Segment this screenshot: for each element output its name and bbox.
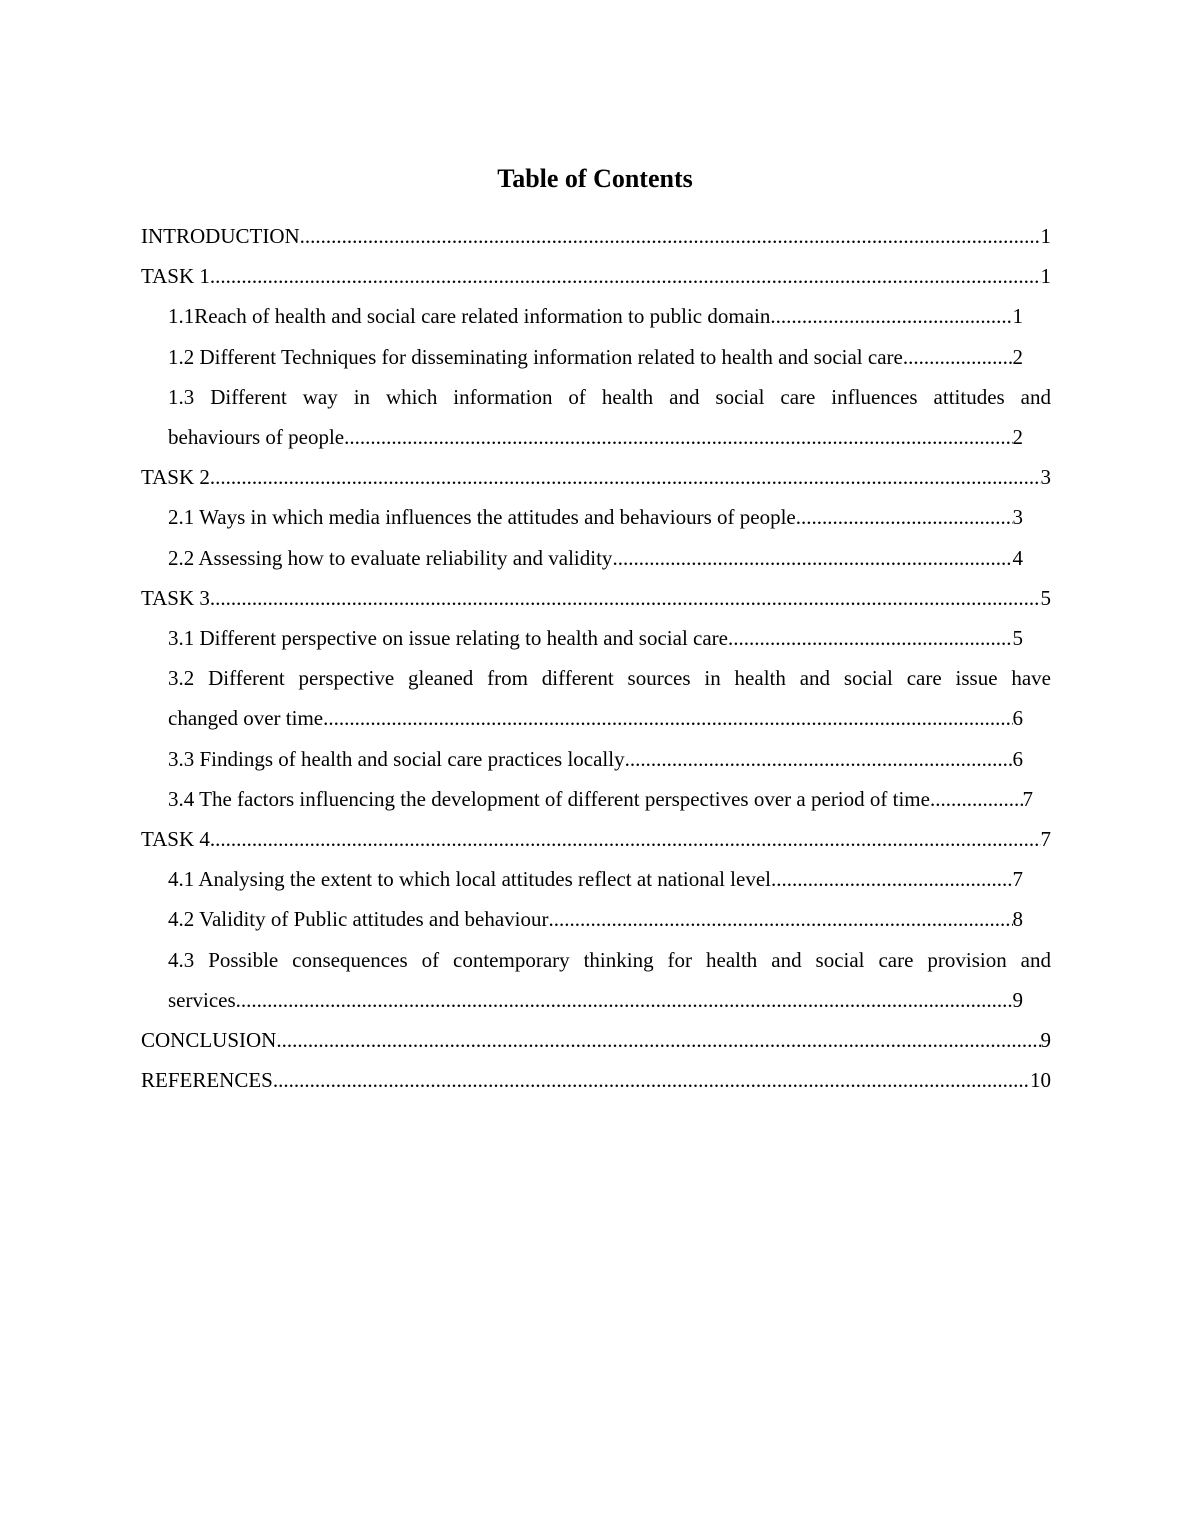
toc-entry-3-2[interactable] xyxy=(141,658,1051,738)
entry-text: 1.2 Different Techniques for disseminating information related to health and social care xyxy=(168,344,903,369)
page-number: 7 xyxy=(1022,786,1033,811)
entry-row xyxy=(141,457,1051,497)
dot-leader xyxy=(323,698,1012,738)
toc-list xyxy=(141,216,1051,1100)
toc-entry-3-4[interactable] xyxy=(141,779,1051,819)
dot-leader xyxy=(733,618,1012,658)
entry-row xyxy=(168,779,1033,819)
entry-row xyxy=(141,1060,1051,1100)
entry-text: INTRODUCTION xyxy=(141,224,300,248)
page-number: 3 xyxy=(1040,465,1051,490)
toc-entry-references[interactable] xyxy=(141,1060,1051,1100)
dot-leader xyxy=(548,899,1012,939)
toc-entry-introduction[interactable] xyxy=(141,216,1051,256)
entry-text: 4.1 Analysing the extent to which local attitudes reflect at national level xyxy=(168,867,771,892)
entry-row xyxy=(141,578,1051,618)
page-number: 2 xyxy=(1012,425,1023,450)
toc-entry-task-4[interactable] xyxy=(141,819,1051,859)
dot-leader xyxy=(796,497,1013,537)
entry-row xyxy=(141,216,1051,256)
page-number: 9 xyxy=(1012,987,1023,1012)
page-number: 5 xyxy=(1012,626,1023,651)
entry-text: 3.3 Findings of health and social care practices locally xyxy=(168,746,625,771)
entry-row xyxy=(168,980,1051,1020)
toc-entry-3-1[interactable] xyxy=(141,618,1051,658)
dot-leader xyxy=(300,216,1041,256)
entry-first-line: 3.2 Different perspective gleaned from different sources in health and social care issue have xyxy=(168,666,1051,691)
toc-entry-3-3[interactable] xyxy=(141,739,1051,779)
dot-leader xyxy=(344,417,1012,457)
page-number: 10 xyxy=(1030,1068,1051,1093)
dot-leader xyxy=(771,859,1013,899)
entry-row xyxy=(168,739,1023,779)
page-number: 9 xyxy=(1040,1028,1051,1053)
toc-entry-task-1[interactable] xyxy=(141,256,1051,296)
dot-leader xyxy=(273,1060,1030,1100)
page-number: 1 xyxy=(1040,264,1051,289)
toc-entry-4-2[interactable] xyxy=(141,899,1051,939)
entry-text: TASK 4 xyxy=(141,827,210,852)
page-number: 7 xyxy=(1040,827,1051,852)
entry-text: 3.4 The factors influencing the development of different perspectives over a period of time xyxy=(168,786,930,811)
entry-text: 2.1 Ways in which media influences the attitudes and behaviours of people xyxy=(168,505,796,530)
page-number: 1 xyxy=(1012,304,1023,329)
toc-entry-2-2[interactable] xyxy=(141,538,1051,578)
entry-row xyxy=(168,497,1023,537)
entry-text: CONCLUSION xyxy=(141,1028,277,1053)
page-number: 8 xyxy=(1012,907,1023,932)
toc-title: Table of Contents xyxy=(497,164,693,193)
entry-text: 4.2 Validity of Public attitudes and behaviour xyxy=(168,907,549,932)
dot-leader xyxy=(210,819,1041,859)
toc-entry-4-1[interactable] xyxy=(141,859,1051,899)
entry-text: TASK 3 xyxy=(141,585,210,610)
dot-leader xyxy=(210,457,1041,497)
toc-entry-1-2[interactable] xyxy=(141,337,1051,377)
entry-row xyxy=(168,337,1023,377)
toc-entry-1-3[interactable] xyxy=(141,377,1051,457)
page-number: 2 xyxy=(1012,344,1023,369)
entry-text: TASK 1 xyxy=(141,264,210,289)
entry-row xyxy=(168,899,1023,939)
page-number: 5 xyxy=(1040,585,1051,610)
toc-entry-4-3[interactable] xyxy=(141,940,1051,1020)
dot-leader xyxy=(236,980,1013,1020)
toc-entry-task-2[interactable] xyxy=(141,457,1051,497)
entry-row xyxy=(168,296,1023,336)
dot-leader xyxy=(770,296,1012,336)
entry-row xyxy=(141,256,1051,296)
toc-entry-2-1[interactable] xyxy=(141,497,1051,537)
page-number: 1 xyxy=(1040,224,1051,248)
page-number: 4 xyxy=(1012,545,1023,570)
entry-row xyxy=(168,859,1023,899)
page-number: 3 xyxy=(1012,505,1023,530)
entry-text: 2.2 Assessing how to evaluate reliability and validity xyxy=(168,545,613,570)
entry-row xyxy=(168,538,1023,578)
dot-leader xyxy=(903,337,1013,377)
entry-first-line: 1.3 Different way in which information of health and social care influences attitudes and xyxy=(168,384,1051,409)
entry-first-line: 4.3 Possible consequences of contemporary thinking for health and social care provision and xyxy=(168,947,1051,972)
entry-row xyxy=(141,819,1051,859)
entry-row xyxy=(168,417,1051,457)
dot-leader xyxy=(276,1020,1040,1060)
entry-text: 1.1Reach of health and social care related information to public domain xyxy=(168,304,771,329)
entry-row xyxy=(168,698,1051,738)
page-number: 7 xyxy=(1012,867,1023,892)
toc-entry-conclusion[interactable] xyxy=(141,1020,1051,1060)
dot-leader xyxy=(625,739,1013,779)
page-number: 6 xyxy=(1012,706,1023,731)
toc-entry-1-1[interactable] xyxy=(141,296,1051,336)
entry-row xyxy=(141,1020,1051,1060)
dot-leader xyxy=(210,256,1041,296)
entry-text: services xyxy=(168,987,236,1012)
dot-leader xyxy=(930,779,1023,819)
toc-entry-task-3[interactable] xyxy=(141,578,1051,618)
page-number: 6 xyxy=(1012,746,1023,771)
entry-text: TASK 2 xyxy=(141,465,210,490)
entry-text: changed over time xyxy=(168,706,324,731)
entry-text: behaviours of people xyxy=(168,425,345,450)
entry-row xyxy=(168,618,1023,658)
entry-text: REFERENCES xyxy=(141,1068,273,1093)
dot-leader xyxy=(612,538,1012,578)
dot-leader xyxy=(210,578,1041,618)
entry-text: 3.1 Different perspective on issue relating to health and social care. xyxy=(168,626,734,651)
